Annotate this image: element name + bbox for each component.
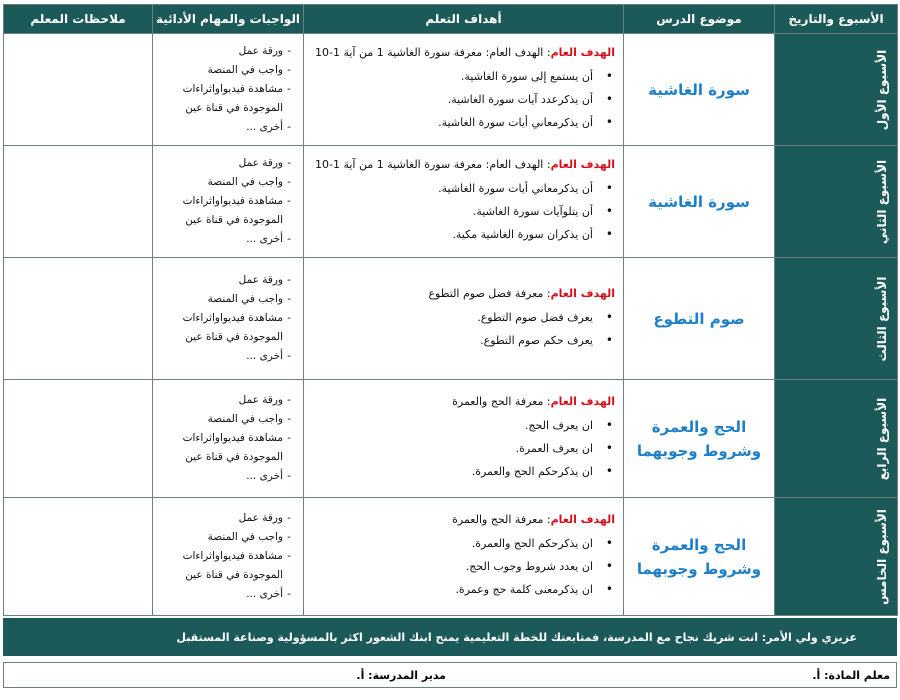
homework-item <box>161 528 295 547</box>
table-row <box>4 498 898 616</box>
general-objective-prefix: الهدف العام <box>550 395 615 408</box>
topic-cell <box>624 498 775 616</box>
dash-icon: - <box>287 312 291 324</box>
objective-list <box>312 306 615 352</box>
homework-item <box>161 61 295 80</box>
dash-icon: - <box>287 531 291 543</box>
dash-icon: - <box>287 413 291 425</box>
lesson-plan-page <box>3 4 897 688</box>
parent-message-bar <box>3 618 897 656</box>
dash-icon: - <box>287 432 291 444</box>
homework-item <box>161 211 295 230</box>
dash-icon: - <box>287 588 291 600</box>
homework-item-text: مشاهدة فيديواواثراءات <box>182 195 283 207</box>
homework-item <box>161 271 295 290</box>
objective-item: • أن يستمع إلى سورة الغاشية. <box>312 65 593 88</box>
homework-item <box>161 448 295 467</box>
header-topic: موضوع الدرس <box>624 5 775 34</box>
objectives-cell <box>304 34 624 146</box>
general-objective-prefix: الهدف العام <box>550 513 615 526</box>
signature-footer <box>3 662 897 688</box>
homework-item-text: أخرى ... <box>246 233 283 245</box>
dash-icon: - <box>287 512 291 524</box>
lesson-topic: صوم التطوع <box>653 309 745 328</box>
homework-item <box>161 192 295 211</box>
homework-cell <box>153 380 304 498</box>
homework-item <box>161 99 295 118</box>
homework-item-text: واجب في المنصة <box>207 64 283 76</box>
homework-item <box>161 585 295 604</box>
homework-item-text: أخرى ... <box>246 121 283 133</box>
objective-list <box>312 414 615 483</box>
dash-icon: - <box>287 233 291 245</box>
objective-list <box>312 532 615 601</box>
week-cell <box>775 146 898 258</box>
homework-item-text: واجب في المنصة <box>207 176 283 188</box>
homework-cell <box>153 34 304 146</box>
general-objective-prefix: الهدف العام <box>550 286 615 300</box>
objective-item: • يعرف حكم صوم التطوع. <box>312 329 593 352</box>
dash-icon: - <box>287 64 291 76</box>
table-row <box>4 34 898 146</box>
objective-list <box>312 177 615 246</box>
objectives-cell <box>304 380 624 498</box>
homework-item <box>161 80 295 99</box>
dash-icon: - <box>287 195 291 207</box>
homework-list <box>161 154 295 249</box>
topic-cell <box>624 146 775 258</box>
homework-item <box>161 429 295 448</box>
homework-item-text: الموجودة في قناة عين <box>185 331 283 343</box>
homework-item-text: واجب في المنصة <box>207 293 283 305</box>
homework-item <box>161 309 295 328</box>
homework-item-text: أخرى ... <box>246 470 283 482</box>
homework-item <box>161 509 295 528</box>
dash-icon: - <box>287 45 291 57</box>
homework-item <box>161 467 295 486</box>
homework-item-text: الموجودة في قناة عين <box>185 214 283 226</box>
objective-item: • ان يذكرمعنى كلمة حج وعمرة. <box>312 578 593 601</box>
general-objective-prefix: الهدف العام <box>550 46 615 59</box>
dash-icon: - <box>287 550 291 562</box>
general-objective-text: : الهدف العام: معرفة سورة الغاشية 1 من آية 1-10 <box>314 46 551 59</box>
homework-item <box>161 118 295 137</box>
teacher-notes-cell <box>4 258 153 380</box>
dash-icon: - <box>287 121 291 133</box>
parent-message-text: عزيزي ولي الأمر: انت شريك نجاح مع المدرسة، فمتابعتك للخطة التعليمية يمنح ابنك الشعور اكثر بالمسؤولية وصناعة المستقبل <box>176 630 857 644</box>
homework-item-text: ورقة عمل <box>238 45 283 57</box>
homework-item-text: الموجودة في قناة عين <box>185 102 283 114</box>
header-week: الأسبوع والتاريخ <box>775 5 898 34</box>
lesson-topic: الحج والعمرة وشروط وجوبهما <box>636 417 762 460</box>
teacher-notes-cell <box>4 146 153 258</box>
header-notes: ملاحظات المعلم <box>4 5 153 34</box>
lesson-topic: الحج والعمرة وشروط وجوبهما <box>636 535 762 578</box>
homework-item <box>161 566 295 585</box>
homework-item-text: مشاهدة فيديواواثراءات <box>182 312 283 324</box>
general-objective <box>312 286 615 302</box>
homework-item-text: ورقة عمل <box>238 274 283 286</box>
homework-item <box>161 154 295 173</box>
homework-item <box>161 42 295 61</box>
homework-item <box>161 173 295 192</box>
homework-cell <box>153 498 304 616</box>
homework-item <box>161 328 295 347</box>
table-header-row <box>4 5 898 34</box>
objective-item: • ان يذكرحكم الحج والعمرة. <box>312 460 593 483</box>
week-cell <box>775 380 898 498</box>
homework-item-text: واجب في المنصة <box>207 413 283 425</box>
objective-item: • ان يذكرحكم الحج والعمرة. <box>312 532 593 555</box>
general-objective-text: : الهدف العام: معرفة سورة الغاشية 1 من آية 1-10 <box>314 158 551 171</box>
topic-cell <box>624 380 775 498</box>
homework-item <box>161 290 295 309</box>
dash-icon: - <box>287 176 291 188</box>
objective-list <box>312 65 615 134</box>
homework-item-text: واجب في المنصة <box>207 531 283 543</box>
table-row <box>4 380 898 498</box>
dash-icon: - <box>287 470 291 482</box>
general-objective <box>312 45 615 61</box>
header-homework: الواجبات والمهام الأدائية <box>153 5 304 34</box>
objective-item: • أن يذكرمعاني أيات سورة الغاشية. <box>312 111 593 134</box>
dash-icon: - <box>287 350 291 362</box>
objective-item: • أن يذكران سورة الغاشية مكية. <box>312 223 593 246</box>
principal-label: مدير المدرسة: أ. <box>356 669 446 682</box>
homework-item-text: الموجودة في قناة عين <box>185 451 283 463</box>
homework-cell <box>153 258 304 380</box>
table-row <box>4 258 898 380</box>
homework-item-text: مشاهدة فيديواواثراءات <box>182 550 283 562</box>
dash-icon: - <box>287 394 291 406</box>
week-label: الأسبوع الرابع <box>875 397 889 480</box>
general-objective-text: : معرفة الحج والعمرة <box>452 395 551 408</box>
homework-item-text: ورقة عمل <box>238 394 283 406</box>
general-objective-text: : معرفة فضل صوم التطوع <box>428 286 551 300</box>
homework-item <box>161 547 295 566</box>
objective-item: • أن يذكرمعاني أيات سورة الغاشية. <box>312 177 593 200</box>
general-objective-prefix: الهدف العام <box>550 158 615 171</box>
teacher-notes-cell <box>4 498 153 616</box>
objectives-cell <box>304 498 624 616</box>
homework-list <box>161 271 295 366</box>
header-objectives: أهداف التعلم <box>304 5 624 34</box>
dash-icon: - <box>287 157 291 169</box>
general-objective <box>312 394 615 410</box>
homework-item-text: أخرى ... <box>246 350 283 362</box>
table-row <box>4 146 898 258</box>
general-objective <box>312 512 615 528</box>
week-cell <box>775 258 898 380</box>
week-label: الأسبوع الثاني <box>875 159 889 244</box>
lesson-topic: سورة الغاشية <box>648 80 750 99</box>
general-objective <box>312 157 615 173</box>
homework-cell <box>153 146 304 258</box>
objectives-cell <box>304 258 624 380</box>
homework-item <box>161 410 295 429</box>
dash-icon: - <box>287 274 291 286</box>
homework-item-text: أخرى ... <box>246 588 283 600</box>
dash-icon: - <box>287 83 291 95</box>
general-objective-text: : معرفة الحج والعمرة <box>452 513 551 526</box>
homework-item-text: مشاهدة فيديواواثراءات <box>182 83 283 95</box>
homework-item <box>161 347 295 366</box>
objective-item: • ان يعدد شروط وجوب الحج. <box>312 555 593 578</box>
teacher-notes-cell <box>4 34 153 146</box>
homework-list <box>161 509 295 604</box>
objective-item: • أن يتلوآيات سورة الغاشية. <box>312 200 593 223</box>
homework-item-text: ورقة عمل <box>238 512 283 524</box>
lesson-topic: سورة الغاشية <box>648 192 750 211</box>
week-label: الأسبوع الثالث <box>875 276 889 361</box>
homework-item-text: ورقة عمل <box>238 157 283 169</box>
topic-cell <box>624 258 775 380</box>
week-cell <box>775 34 898 146</box>
teacher-notes-cell <box>4 380 153 498</box>
homework-item <box>161 391 295 410</box>
week-cell <box>775 498 898 616</box>
objective-item: • ان يعرف العمرة. <box>312 437 593 460</box>
subject-teacher-label: معلم المادة: أ. <box>812 669 890 682</box>
homework-item <box>161 230 295 249</box>
dash-icon: - <box>287 293 291 305</box>
objective-item: • ان يعرف الحج. <box>312 414 593 437</box>
week-label: الأسبوع الخامس <box>875 508 889 605</box>
topic-cell <box>624 34 775 146</box>
lesson-plan-table <box>3 4 898 616</box>
objective-item: • أن يذكرعدد آيات سورة الغاشية. <box>312 88 593 111</box>
objective-item: • يعرف فضل صوم التطوع. <box>312 306 593 329</box>
week-label: الأسبوع الأول <box>875 49 889 130</box>
homework-item-text: الموجودة في قناة عين <box>185 569 283 581</box>
homework-list <box>161 42 295 137</box>
objectives-cell <box>304 146 624 258</box>
homework-item-text: مشاهدة فيديواواثراءات <box>182 432 283 444</box>
homework-list <box>161 391 295 486</box>
